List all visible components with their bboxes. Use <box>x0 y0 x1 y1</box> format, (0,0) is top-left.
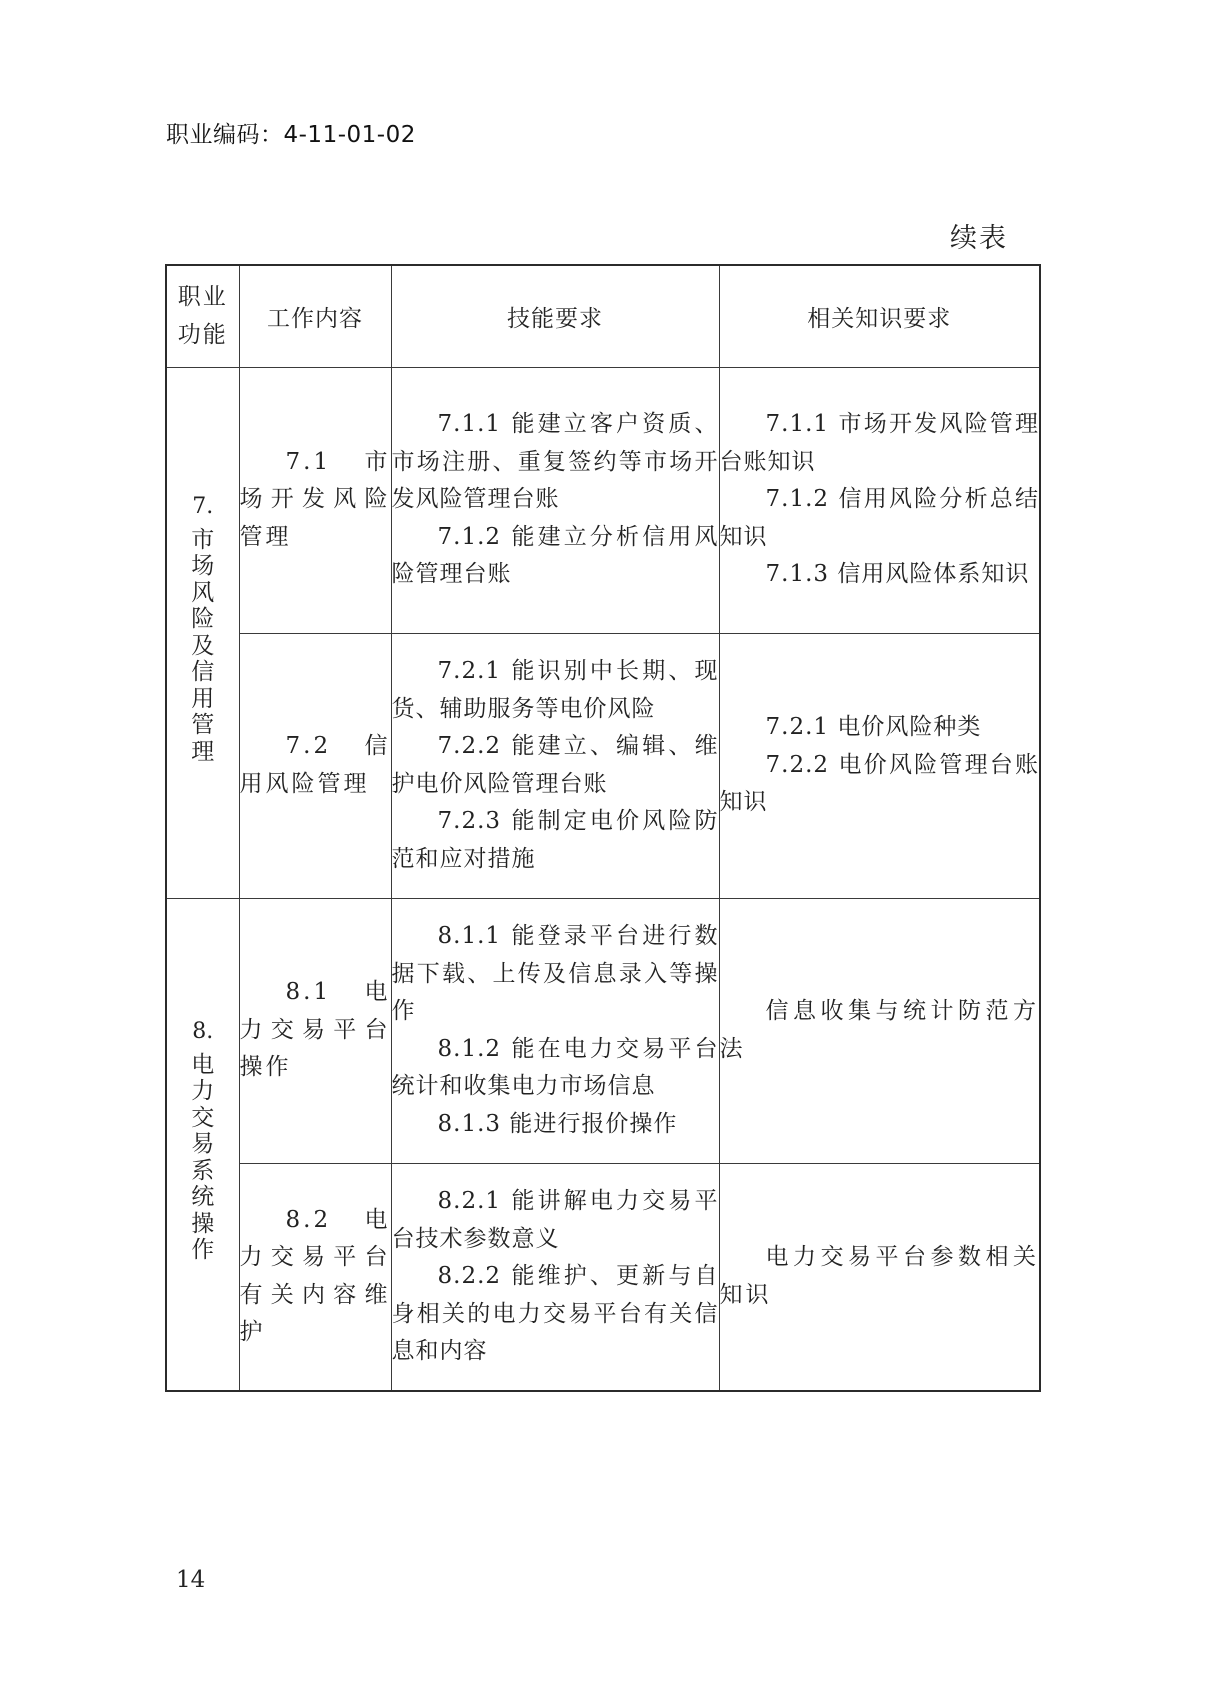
knowledge-cell <box>719 367 1040 633</box>
knowledge-item: 信息收集与统计防范方法 <box>719 998 1039 1062</box>
work-content-cell <box>239 898 391 1163</box>
skill-item: 7.1.1 能建立客户资质、市场注册、重复签约等市场开发风险管理台账 <box>391 411 719 513</box>
column-header-function-line1: 职业 <box>177 284 228 311</box>
skill-item: 7.1.2 能建立分析信用风险管理台账 <box>391 523 719 588</box>
skill-item: 8.1.3 能进行报价操作 <box>437 1110 678 1137</box>
skills-cell <box>391 898 719 1163</box>
function-name: 电力交易系统操作 <box>191 1051 215 1263</box>
function-cell-8 <box>166 898 239 1391</box>
knowledge-cell <box>719 633 1040 898</box>
work-content: 7.1 市场开发风险管理 <box>239 448 391 550</box>
skills-cell <box>391 367 719 633</box>
knowledge-item: 7.2.2 电价风险管理台账知识 <box>719 751 1039 816</box>
skill-item: 8.2.1 能讲解电力交易平台技术参数意义 <box>391 1188 719 1252</box>
column-header-function <box>166 265 239 367</box>
table-row <box>166 1163 1040 1391</box>
knowledge-item: 7.1.1 市场开发风险管理台账知识 <box>719 411 1039 475</box>
skill-item: 8.1.2 能在电力交易平台统计和收集电力市场信息 <box>391 1035 719 1099</box>
skill-item: 7.2.2 能建立、编辑、维护电价风险管理台账 <box>391 733 719 797</box>
function-number: 7. <box>192 494 214 519</box>
page-number: 14 <box>176 1567 206 1593</box>
table-row <box>166 633 1040 898</box>
function-cell-7 <box>166 367 239 898</box>
table-row <box>166 367 1040 633</box>
work-content-cell <box>239 367 391 633</box>
continued-table-label: 续表 <box>950 223 1008 254</box>
skill-item: 7.2.1 能识别中长期、现货、辅助服务等电价风险 <box>391 658 719 722</box>
knowledge-cell <box>719 898 1040 1163</box>
work-content-cell <box>239 633 391 898</box>
skill-item: 8.1.1 能登录平台进行数据下载、上传及信息录入等操作 <box>391 923 719 1024</box>
skills-requirement-table <box>165 264 1041 1392</box>
function-name: 市场风险及信用管理 <box>191 526 215 765</box>
occupation-code: 职业编码：4-11-01-02 <box>166 122 416 148</box>
knowledge-item: 7.2.1 电价风险种类 <box>765 714 982 741</box>
skill-item: 7.2.3 能制定电价风险防范和应对措施 <box>391 808 719 872</box>
work-content: 8.2 电力交易平台有关内容维护 <box>239 1206 391 1346</box>
knowledge-cell <box>719 1163 1040 1391</box>
skill-item: 8.2.2 能维护、更新与自身相关的电力交易平台有关信息和内容 <box>391 1263 719 1364</box>
column-header-knowledge: 相关知识要求 <box>719 265 1040 367</box>
work-content: 8.1 电力交易平台操作 <box>239 979 391 1081</box>
knowledge-item: 电力交易平台参数相关知识 <box>719 1244 1039 1308</box>
skills-cell <box>391 633 719 898</box>
work-content: 7.2 信用风险管理 <box>239 733 391 797</box>
column-header-function-line2: 功能 <box>177 322 228 349</box>
skills-cell <box>391 1163 719 1391</box>
table-row <box>166 898 1040 1163</box>
work-content-cell <box>239 1163 391 1391</box>
knowledge-item: 7.1.2 信用风险分析总结知识 <box>719 486 1039 550</box>
table-header-row <box>166 265 1040 367</box>
knowledge-item: 7.1.3 信用风险体系知识 <box>765 561 1030 588</box>
function-number: 8. <box>192 1019 214 1044</box>
column-header-skills: 技能要求 <box>391 265 719 367</box>
column-header-content: 工作内容 <box>239 265 391 367</box>
